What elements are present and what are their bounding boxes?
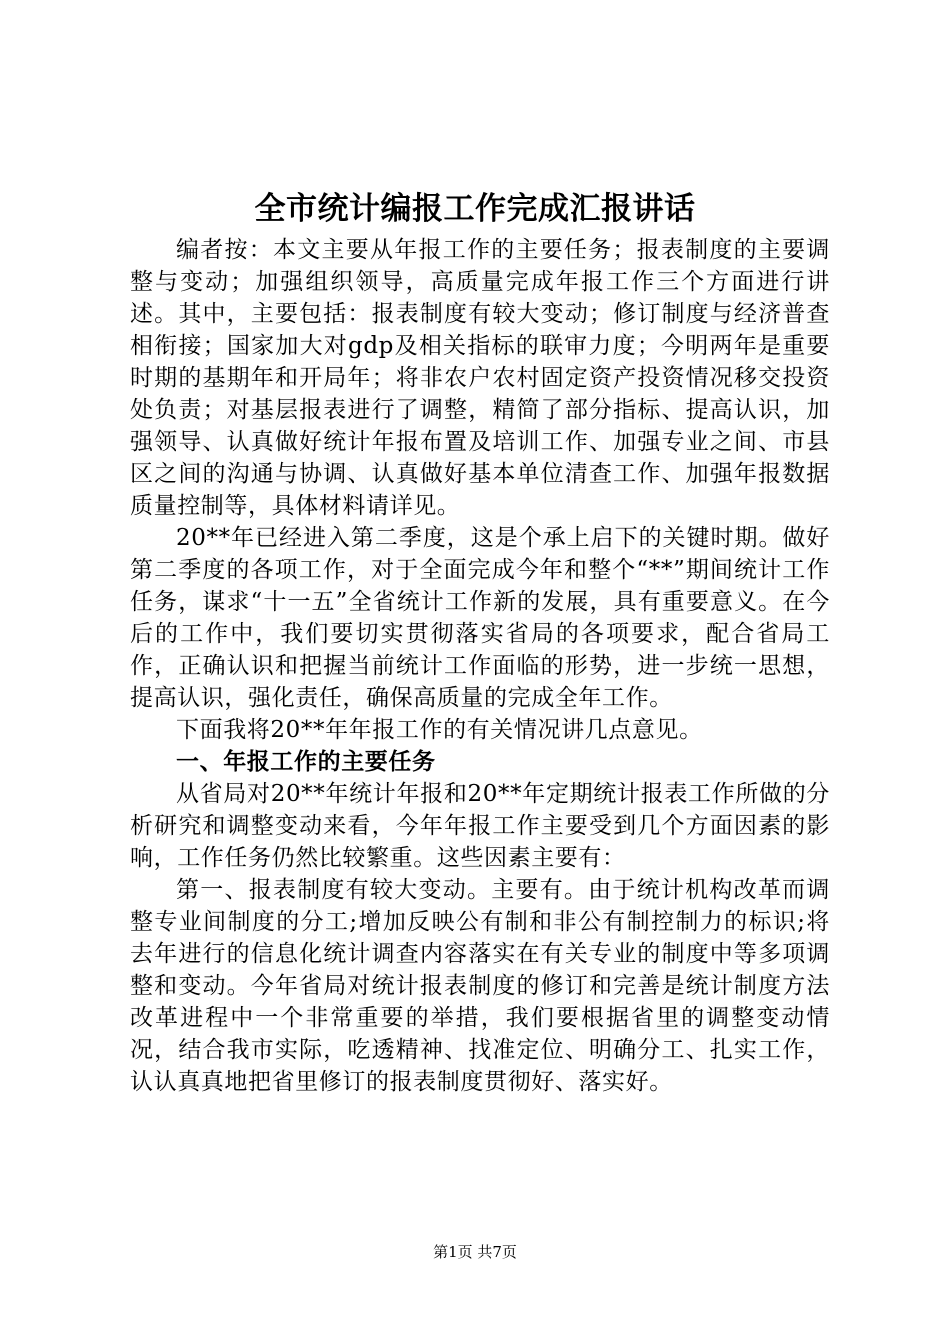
page-number-footer: 第1页 共7页 [433,1243,517,1261]
section-heading: 一、年报工作的主要任务 [176,749,436,775]
section-paragraph: 第一、报表制度有较大变动。主要有。由于统计机构改革而调整专业间制度的分工;增加反映公有制和非公有制控制力的标识;将去年进行的信息化统计调查内容落实在有关专业的制度中等多项调整和变动。今年省局对统计报表制度的修订和完善是统计制度方法改革进程中一个非常重要的举措，我们要根据省里的调整变动情况，结合我市实际，吃透精神、找准定位、明确分工、扎实工作，认认真真地把省里修订的报表制度贯彻好、落实好。 [130,877,830,1095]
intro-paragraph: 20**年已经进入第二季度，这是个承上启下的关键时期。做好第二季度的各项工作，对于全面完成今年和整个“**”期间统计工作任务，谋求“十一五”全省统计工作新的发展，具有重要意义。在今后的工作中，我们要切实贯彻落实省局的各项要求，配合省局工作，正确认识和把握当前统计工作面临的形势，进一步统一思想，提高认识，强化责任，确保高质量的完成全年工作。 [130,525,830,711]
section-paragraph: 从省局对20**年统计年报和20**年定期统计报表工作所做的分析研究和调整变动来看，今年年报工作主要受到几个方面因素的影响，工作任务仍然比较繁重。这些因素主要有： [130,781,830,871]
document-body [130,234,830,1098]
transition-paragraph: 下面我将20**年年报工作的有关情况讲几点意见。 [176,717,703,743]
document-title: 全市统计编报工作完成汇报讲话 [254,191,696,227]
editor-note-paragraph: 编者按：本文主要从年报工作的主要任务；报表制度的主要调整与变动；加强组织领导，高质量完成年报工作三个方面进行讲述。其中，主要包括：报表制度有较大变动；修订制度与经济普查相衔接；国家加大对gdp及相关指标的联审力度；今明两年是重要时期的基期年和开局年；将非农户农村固定资产投资情况移交投资处负责；对基层报表进行了调整，精简了部分指标、提高认识，加强领导、认真做好统计年报布置及培训工作、加强专业之间、市县区之间的沟通与协调、认真做好基本单位清查工作、加强年报数据质量控制等，具体材料请详见。 [130,237,830,519]
